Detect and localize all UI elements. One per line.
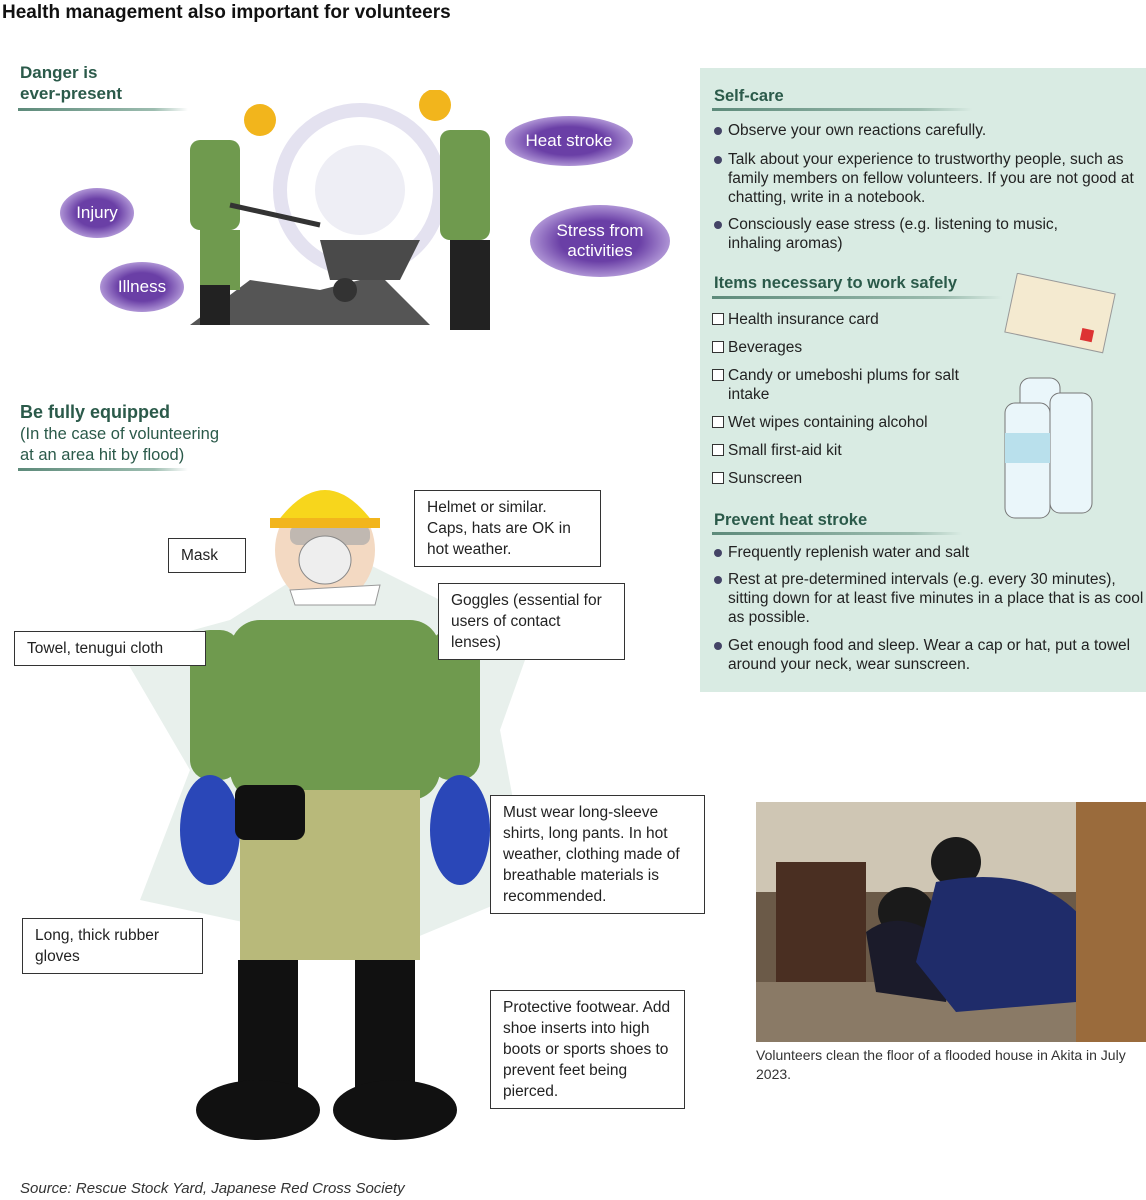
callout-footwear: Protective footwear. Add shoe inserts into high boots or sports shoes to prevent feet being pierced. bbox=[490, 990, 685, 1109]
danger-heading-line1: Danger is bbox=[20, 63, 98, 82]
danger-heading bbox=[20, 62, 122, 104]
callout-helmet: Helmet or similar. Caps, hats are OK in hot weather. bbox=[414, 490, 601, 567]
divider bbox=[712, 296, 1002, 299]
heat-item: Rest at pre-determined intervals (e.g. every 30 minutes), sitting down for at least five minutes in a place that is as cool as possible. bbox=[712, 570, 1146, 627]
heat-heading: Prevent heat stroke bbox=[714, 511, 868, 529]
card-and-bottles-illustration bbox=[1000, 273, 1120, 523]
callout-clothing: Must wear long-sleeve shirts, long pants. In hot weather, clothing made of breathable materials is recommended. bbox=[490, 795, 705, 914]
risk-injury: Injury bbox=[60, 188, 134, 238]
selfcare-item: Observe your own reactions carefully. bbox=[712, 121, 1146, 140]
heat-item: Get enough food and sleep. Wear a cap or hat, put a towel around your neck, wear sunscreen. bbox=[712, 636, 1146, 674]
volunteers-photo bbox=[756, 802, 1146, 1042]
divider bbox=[18, 108, 188, 111]
workers-illustration bbox=[170, 90, 530, 350]
callout-gloves: Long, thick rubber gloves bbox=[22, 918, 203, 974]
heat-item: Frequently replenish water and salt bbox=[712, 543, 1146, 562]
equip-heading: Be fully equipped bbox=[20, 402, 171, 422]
callout-mask: Mask bbox=[168, 538, 246, 573]
equip-subheading-line1: (In the case of volunteering bbox=[20, 425, 220, 443]
items-heading: Items necessary to work safely bbox=[714, 274, 958, 292]
divider bbox=[712, 108, 972, 111]
photo-caption: Volunteers clean the floor of a flooded house in Akita in July 2023. bbox=[756, 1047, 1126, 1082]
checklist-item: Small first-aid kit bbox=[712, 441, 998, 460]
equip-subheading bbox=[20, 424, 219, 466]
checklist-item: Candy or umeboshi plums for salt intake bbox=[712, 366, 998, 404]
checklist-item: Wet wipes containing alcohol bbox=[712, 413, 998, 432]
risk-heat-stroke: Heat stroke bbox=[505, 116, 633, 166]
divider bbox=[712, 532, 962, 535]
danger-heading-line2: ever-present bbox=[20, 84, 123, 103]
selfcare-item: Consciously ease stress (e.g. listening to music, inhaling aromas) bbox=[712, 215, 1108, 253]
equip-subheading-line2: at an area hit by flood) bbox=[20, 446, 185, 464]
tips-panel bbox=[700, 68, 1146, 692]
page-title: Health management also important for volunteers bbox=[2, 2, 451, 23]
checklist-item: Health insurance card bbox=[712, 310, 998, 329]
selfcare-item: Talk about your experience to trustworthy people, such as family members on fellow volunteers. If you are not good at chatting, write in a notebook. bbox=[712, 150, 1146, 207]
source-note: Source: Rescue Stock Yard, Japanese Red Cross Society bbox=[20, 1180, 405, 1197]
risk-stress: Stress from activities bbox=[530, 205, 670, 277]
callout-towel: Towel, tenugui cloth bbox=[14, 631, 206, 666]
checklist-item: Beverages bbox=[712, 338, 998, 357]
checklist-item: Sunscreen bbox=[712, 469, 998, 488]
risk-illness: Illness bbox=[100, 262, 184, 312]
callout-goggles: Goggles (essential for users of contact lenses) bbox=[438, 583, 625, 660]
selfcare-heading: Self-care bbox=[714, 87, 784, 105]
